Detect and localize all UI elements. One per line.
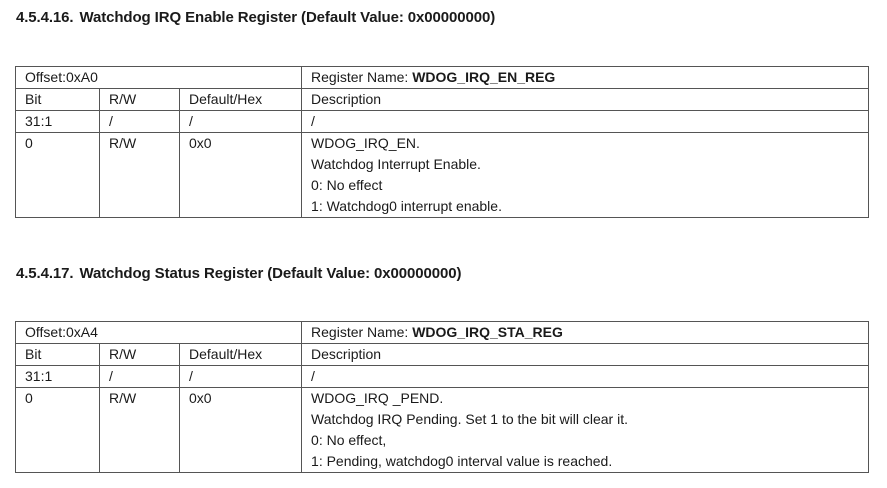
default-cell: / (180, 366, 302, 388)
description-cell (302, 133, 869, 218)
register-table (15, 66, 869, 218)
description-line: 0: No effect (311, 177, 383, 193)
register-name-cell (302, 67, 869, 89)
rw-cell: R/W (100, 388, 180, 473)
column-header-default: Default/Hex (180, 89, 302, 111)
description-line: 0: No effect, (311, 432, 387, 448)
register-name-label: Register Name: (311, 69, 413, 85)
column-header-bit: Bit (16, 89, 100, 111)
column-header-description: Description (302, 344, 869, 366)
table-row (16, 388, 869, 473)
rw-cell: / (100, 366, 180, 388)
section-number: 4.5.4.16. (16, 9, 74, 26)
default-cell: 0x0 (180, 133, 302, 218)
description-cell (302, 366, 869, 388)
register-name: WDOG_IRQ_EN_REG (412, 69, 556, 85)
description-line: Watchdog IRQ Pending. Set 1 to the bit will clear it. (311, 411, 628, 427)
description-line: / (311, 368, 315, 384)
column-header-row (16, 89, 869, 111)
register-header-row (16, 322, 869, 344)
register-name-cell (302, 322, 869, 344)
default-cell: / (180, 111, 302, 133)
register-table (15, 321, 869, 473)
column-header-description: Description (302, 89, 869, 111)
register-name-label: Register Name: (311, 324, 413, 340)
table-row (16, 366, 869, 388)
bit-cell: 31:1 (16, 366, 100, 388)
column-header-bit: Bit (16, 344, 100, 366)
table-row (16, 111, 869, 133)
description-line: Watchdog Interrupt Enable. (311, 156, 481, 172)
bit-cell: 0 (16, 388, 100, 473)
register-offset: Offset:0xA0 (16, 67, 302, 89)
register-offset: Offset:0xA4 (16, 322, 302, 344)
column-header-default: Default/Hex (180, 344, 302, 366)
section-number: 4.5.4.17. (16, 265, 74, 282)
section-title: Watchdog Status Register (Default Value: 0x00000000) (79, 265, 462, 282)
default-cell: 0x0 (180, 388, 302, 473)
register-name: WDOG_IRQ_STA_REG (412, 324, 563, 340)
column-header-row (16, 344, 869, 366)
description-line: 1: Pending, watchdog0 interval value is reached. (311, 453, 613, 469)
section-heading (16, 265, 461, 282)
description-line: WDOG_IRQ _PEND. (311, 390, 444, 406)
bit-cell: 0 (16, 133, 100, 218)
description-cell (302, 388, 869, 473)
description-cell (302, 111, 869, 133)
column-header-rw: R/W (100, 344, 180, 366)
bit-cell: 31:1 (16, 111, 100, 133)
register-header-row (16, 67, 869, 89)
description-line: WDOG_IRQ_EN. (311, 135, 420, 151)
section-heading (16, 9, 495, 26)
table-row (16, 133, 869, 218)
rw-cell: R/W (100, 133, 180, 218)
description-line: / (311, 113, 315, 129)
section-title: Watchdog IRQ Enable Register (Default Value: 0x00000000) (79, 9, 496, 26)
column-header-rw: R/W (100, 89, 180, 111)
description-line: 1: Watchdog0 interrupt enable. (311, 198, 502, 214)
rw-cell: / (100, 111, 180, 133)
